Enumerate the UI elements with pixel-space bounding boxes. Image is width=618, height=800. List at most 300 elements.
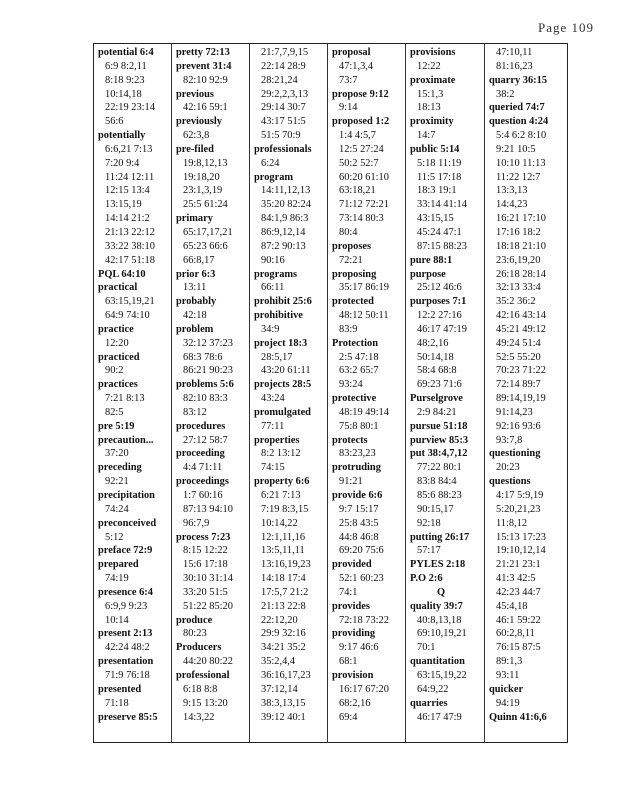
page-line-ref: 6:6,21 7:13 bbox=[105, 143, 153, 155]
index-column-3 bbox=[250, 44, 328, 742]
page-line-ref: 9:17 46:6 bbox=[339, 642, 379, 654]
page-line-ref: 18:3 19:1 bbox=[417, 185, 457, 197]
index-term: provisions bbox=[410, 47, 456, 58]
page-line-ref: 90:15,17 bbox=[417, 503, 454, 515]
index-term: proximate bbox=[410, 74, 456, 86]
page-line-ref: 25:8 43:5 bbox=[339, 517, 379, 529]
index-term: proposal bbox=[332, 47, 371, 58]
page-line-ref: 46:1 59:22 bbox=[496, 614, 541, 626]
index-term: P.O 2:6 bbox=[410, 573, 443, 585]
page-line-ref: 43:20 61:11 bbox=[261, 365, 311, 377]
page-line-ref: 5:4 6:2 8:10 bbox=[496, 130, 547, 142]
index-term: previous bbox=[176, 88, 214, 100]
page-line-ref: 6:9 8:2,11 bbox=[105, 60, 147, 72]
page-line-ref: 25:12 46:6 bbox=[417, 282, 462, 294]
page-line-ref: 21:7,7,9,15 bbox=[261, 47, 309, 58]
page-line-ref: 1:4 4:5,7 bbox=[339, 130, 376, 142]
index-term: practiced bbox=[98, 351, 140, 363]
page-line-ref: 9:7 15:17 bbox=[339, 503, 379, 515]
page-line-ref: 34:9 bbox=[261, 323, 280, 335]
page-line-ref: 45:4,18 bbox=[496, 600, 528, 612]
page-line-ref: 18:18 21:10 bbox=[496, 240, 546, 252]
page-line-ref: 60:20 61:10 bbox=[339, 171, 389, 183]
page-line-ref: 29:2,2,3,13 bbox=[261, 88, 309, 100]
page-line-ref: 28:5,17 bbox=[261, 351, 293, 363]
page-line-ref: 66:11 bbox=[261, 282, 285, 294]
page-line-ref: 26:18 28:14 bbox=[496, 268, 546, 280]
page-line-ref: 92:16 93:6 bbox=[496, 420, 541, 432]
page-line-ref: 50:14,18 bbox=[417, 351, 454, 363]
page-line-ref: 63:15,19,21 bbox=[105, 296, 155, 308]
page-line-ref: 14:4,23 bbox=[496, 199, 528, 211]
index-term: protective bbox=[332, 393, 377, 405]
page-line-ref: 41:3 42:5 bbox=[496, 573, 536, 585]
page-line-ref: 52:1 60:23 bbox=[339, 573, 384, 585]
page-line-ref: 90:2 bbox=[105, 365, 124, 377]
page-line-ref: 35:17 86:19 bbox=[339, 282, 389, 294]
page-line-ref: 75:8 80:1 bbox=[339, 420, 379, 432]
page-line-ref: 92:18 bbox=[417, 517, 441, 529]
page-line-ref: 42:16 43:14 bbox=[496, 310, 546, 322]
page-line-ref: 33:22 38:10 bbox=[105, 240, 155, 252]
index-column-6 bbox=[485, 44, 567, 742]
index-term: Producers bbox=[176, 642, 222, 654]
page-line-ref: 94:19 bbox=[496, 697, 520, 709]
page-line-ref: 93:11 bbox=[496, 669, 520, 681]
page-line-ref: 5:20,21,23 bbox=[496, 503, 541, 515]
index-term: quarries bbox=[410, 697, 448, 709]
index-term: pre 5:19 bbox=[98, 420, 135, 432]
index-term: purpose bbox=[410, 268, 446, 280]
page-line-ref: 45:21 49:12 bbox=[496, 323, 546, 335]
page-line-ref: 73:14 80:3 bbox=[339, 213, 384, 225]
page-line-ref: 48:19 49:14 bbox=[339, 406, 389, 418]
page-line-ref: 51:22 85:20 bbox=[183, 600, 233, 612]
index-term: queried 74:7 bbox=[489, 102, 545, 114]
index-term: pre-filed bbox=[176, 143, 214, 155]
page-line-ref: 57:17 bbox=[417, 545, 441, 557]
page-line-ref: 70:23 71:22 bbox=[496, 365, 546, 377]
page-line-ref: 22:19 23:14 bbox=[105, 102, 155, 114]
index-term: presented bbox=[98, 683, 142, 695]
index-term: process 7:23 bbox=[176, 531, 231, 543]
page-line-ref: 12:2 27:16 bbox=[417, 310, 462, 322]
index-term: pursue 51:18 bbox=[410, 420, 468, 432]
page-line-ref: 44:8 46:8 bbox=[339, 531, 379, 543]
page-line-ref: 89:14,19,19 bbox=[496, 393, 546, 405]
index-column-5 bbox=[406, 44, 485, 742]
page-line-ref: 37:12,14 bbox=[261, 683, 298, 695]
page-line-ref: 58:4 68:8 bbox=[417, 365, 457, 377]
index-term: professionals bbox=[254, 143, 312, 155]
index-term: prevent 31:4 bbox=[176, 60, 232, 72]
page-line-ref: 43:24 bbox=[261, 393, 285, 405]
page-line-ref: 38:2 bbox=[496, 88, 515, 100]
page-line-ref: 76:15 87:5 bbox=[496, 642, 541, 654]
index-term: proceeding bbox=[176, 448, 225, 460]
page-line-ref: 60:2,8,11 bbox=[496, 628, 535, 640]
page-line-ref: 10:14,18 bbox=[105, 88, 142, 100]
index-term: practices bbox=[98, 379, 138, 391]
page-line-ref: 69:20 75:6 bbox=[339, 545, 384, 557]
index-term: put 38:4,7,12 bbox=[410, 448, 468, 460]
page-line-ref: 42:16 59:1 bbox=[183, 102, 228, 114]
page-line-ref: 30:10 31:14 bbox=[183, 573, 233, 585]
index-term: PYLES 2:18 bbox=[410, 559, 466, 571]
index-term: programs bbox=[254, 268, 298, 280]
page-line-ref: 72:21 bbox=[339, 254, 363, 266]
index-term: pure 88:1 bbox=[410, 254, 453, 266]
page-line-ref: 10:10 11:13 bbox=[496, 157, 546, 169]
index-term: precipitation bbox=[98, 490, 155, 501]
page-line-ref: 34:21 35:2 bbox=[261, 642, 306, 654]
page-line-ref: 1:7 60:16 bbox=[183, 490, 223, 501]
page-line-ref: 23:1,3,19 bbox=[183, 185, 223, 197]
index-term: provision bbox=[332, 669, 374, 681]
page-line-ref: 29:9 32:16 bbox=[261, 628, 306, 640]
page-line-ref: 77:22 80:1 bbox=[417, 462, 462, 474]
index-term: projects 28:5 bbox=[254, 379, 312, 391]
page-line-ref: 83:9 bbox=[339, 323, 358, 335]
page-line-ref: 47:10,11 bbox=[496, 47, 533, 58]
index-term: promulgated bbox=[254, 406, 311, 418]
page-line-ref: 19:8,12,13 bbox=[183, 157, 228, 169]
index-term: Quinn 41:6,6 bbox=[489, 711, 547, 723]
page-line-ref: 46:17 47:19 bbox=[417, 323, 467, 335]
page-line-ref: 29:14 30:7 bbox=[261, 102, 306, 114]
page-line-ref: 84:1,9 86:3 bbox=[261, 213, 309, 225]
index-term: PQL 64:10 bbox=[98, 268, 146, 280]
page-line-ref: 7:21 8:13 bbox=[105, 393, 145, 405]
index-term: propose 9:12 bbox=[332, 88, 389, 100]
page-line-ref: 13:16,19,23 bbox=[261, 559, 311, 571]
page-line-ref: 16:17 67:20 bbox=[339, 683, 389, 695]
page-line-ref: 93:7,8 bbox=[496, 434, 523, 446]
index-term: preserve 85:5 bbox=[98, 711, 158, 723]
index-term: quantitation bbox=[410, 656, 465, 668]
page-line-ref: 21:13 22:8 bbox=[261, 600, 306, 612]
index-term: precaution... bbox=[98, 434, 154, 446]
page-number: Page 109 bbox=[537, 20, 594, 35]
index-column-2 bbox=[172, 44, 250, 742]
page-line-ref: 48:2,16 bbox=[417, 337, 449, 349]
page-line-ref: 62:3,8 bbox=[183, 130, 210, 142]
page-line-ref: 28:21,24 bbox=[261, 74, 298, 86]
page-line-ref: 83:12 bbox=[183, 406, 207, 418]
page-line-ref: 17:16 18:2 bbox=[496, 226, 541, 238]
page-line-ref: 64:9,22 bbox=[417, 683, 449, 695]
page-line-ref: 23:6,19,20 bbox=[496, 254, 541, 266]
page-line-ref: 73:7 bbox=[339, 74, 358, 86]
page-line-ref: 16:21 17:10 bbox=[496, 213, 546, 225]
index-term: question 4:24 bbox=[489, 116, 549, 128]
page-line-ref: 86:21 90:23 bbox=[183, 365, 233, 377]
word-index-table bbox=[93, 43, 568, 743]
page-line-ref: 35:20 82:24 bbox=[261, 199, 311, 211]
page-line-ref: 11:8,12 bbox=[496, 517, 528, 529]
page-line-ref: 6:18 8:8 bbox=[183, 683, 218, 695]
index-term: produce bbox=[176, 614, 213, 626]
page-line-ref: 32:12 37:23 bbox=[183, 337, 233, 349]
page-line-ref: 6:24 bbox=[261, 157, 280, 169]
page-line-ref: 22:12,20 bbox=[261, 614, 298, 626]
index-term: pretty 72:13 bbox=[176, 47, 230, 58]
section-letter: Q bbox=[436, 586, 446, 598]
index-term: provides bbox=[332, 600, 370, 612]
page-line-ref: 47:1,3,4 bbox=[339, 60, 374, 72]
page-line-ref: 14:18 17:4 bbox=[261, 573, 306, 585]
page-line-ref: 11:22 12:7 bbox=[496, 171, 541, 183]
page-line-ref: 20:23 bbox=[496, 462, 520, 474]
page-line-ref: 14:3,22 bbox=[183, 711, 215, 723]
index-term: probably bbox=[176, 296, 217, 308]
index-term: protects bbox=[332, 434, 368, 446]
index-term: preconceived bbox=[98, 517, 157, 529]
page-line-ref: 63:15,19,22 bbox=[417, 669, 467, 681]
index-term: program bbox=[254, 171, 294, 183]
page-line-ref: 40:8,13,18 bbox=[417, 614, 462, 626]
page-line-ref: 44:20 80:22 bbox=[183, 656, 233, 668]
page-line-ref: 82:5 bbox=[105, 406, 124, 418]
page-line-ref: 13:3,13 bbox=[496, 185, 528, 197]
index-term: practice bbox=[98, 323, 134, 335]
index-term: purposes 7:1 bbox=[410, 296, 467, 308]
page-line-ref: 69:4 bbox=[339, 711, 358, 723]
page-line-ref: 69:23 71:6 bbox=[417, 379, 462, 391]
index-term: quality 39:7 bbox=[410, 600, 463, 612]
index-term: present 2:13 bbox=[98, 628, 153, 640]
page-line-ref: 36:16,17,23 bbox=[261, 669, 311, 681]
index-term: Protection bbox=[332, 337, 378, 349]
page-line-ref: 19:18,20 bbox=[183, 171, 220, 183]
page-line-ref: 8:2 13:12 bbox=[261, 448, 301, 460]
page-line-ref: 56:6 bbox=[105, 116, 124, 128]
index-term: problem bbox=[176, 323, 214, 335]
page-line-ref: 74:1 bbox=[339, 586, 358, 598]
index-term: prohibitive bbox=[254, 310, 303, 322]
page-line-ref: 87:2 90:13 bbox=[261, 240, 306, 252]
page-line-ref: 49:24 51:4 bbox=[496, 337, 541, 349]
page-line-ref: 51:5 70:9 bbox=[261, 130, 301, 142]
page-line-ref: 6:21 7:13 bbox=[261, 490, 301, 501]
page-line-ref: 22:14 28:9 bbox=[261, 60, 306, 72]
page-line-ref: 37:20 bbox=[105, 448, 129, 460]
page-line-ref: 15:1,3 bbox=[417, 88, 444, 100]
page-line-ref: 71:9 76:18 bbox=[105, 669, 150, 681]
index-term: questioning bbox=[489, 448, 541, 460]
page-line-ref: 42:24 48:2 bbox=[105, 642, 150, 654]
page-line-ref: 71:12 72:21 bbox=[339, 199, 389, 211]
index-term: properties bbox=[254, 434, 300, 446]
page-line-ref: 74:19 bbox=[105, 573, 129, 585]
page-line-ref: 65:17,17,21 bbox=[183, 226, 233, 238]
index-term: prior 6:3 bbox=[176, 268, 216, 280]
page-line-ref: 8:18 9:23 bbox=[105, 74, 145, 86]
page-line-ref: 82:10 92:9 bbox=[183, 74, 228, 86]
index-term: procedures bbox=[176, 420, 226, 432]
page-line-ref: 32:13 33:4 bbox=[496, 282, 541, 294]
index-term: proposed 1:2 bbox=[332, 116, 390, 128]
page-line-ref: 70:1 bbox=[417, 642, 436, 654]
index-term: proceedings bbox=[176, 476, 229, 488]
page-line-ref: 5:18 11:19 bbox=[417, 157, 462, 169]
page-line-ref: 14:7 bbox=[417, 130, 436, 142]
page-line-ref: 52:5 55:20 bbox=[496, 351, 541, 363]
page-line-ref: 80:23 bbox=[183, 628, 207, 640]
index-term: prepared bbox=[98, 559, 139, 571]
index-term: protected bbox=[332, 296, 374, 308]
index-term: potentially bbox=[98, 130, 146, 142]
page-line-ref: 13:11 bbox=[183, 282, 207, 294]
page-line-ref: 90:16 bbox=[261, 254, 285, 266]
page-line-ref: 87:13 94:10 bbox=[183, 503, 233, 515]
index-term: quicker bbox=[489, 683, 524, 695]
index-term: proposes bbox=[332, 240, 372, 252]
page-line-ref: 2:9 84:21 bbox=[417, 406, 457, 418]
page-line-ref: 89:1,3 bbox=[496, 656, 523, 668]
index-term: provide 6:6 bbox=[332, 490, 383, 501]
page-line-ref: 35:2,4,4 bbox=[261, 656, 296, 668]
page-line-ref: 14:11,12,13 bbox=[261, 185, 311, 197]
page-line-ref: 91:14,23 bbox=[496, 406, 533, 418]
index-term: potential 6:4 bbox=[98, 47, 154, 58]
page-line-ref: 11:5 17:18 bbox=[417, 171, 462, 183]
page-line-ref: 66:8,17 bbox=[183, 254, 215, 266]
page-line-ref: 12:1,11,16 bbox=[261, 531, 306, 543]
page-line-ref: 42:18 bbox=[183, 310, 207, 322]
page-line-ref: 12:22 bbox=[417, 60, 441, 72]
page-line-ref: 4:17 5:9,19 bbox=[496, 490, 544, 501]
page-line-ref: 4:4 71:11 bbox=[183, 462, 223, 474]
index-term: protruding bbox=[332, 462, 381, 474]
page-line-ref: 35:2 36:2 bbox=[496, 296, 536, 308]
page-line-ref: 43:15,15 bbox=[417, 213, 454, 225]
index-term: problems 5:6 bbox=[176, 379, 234, 391]
index-term: presence 6:4 bbox=[98, 586, 153, 598]
index-term: professional bbox=[176, 669, 230, 681]
page-line-ref: 68:1 bbox=[339, 656, 358, 668]
index-term: questions bbox=[489, 476, 531, 488]
page-line-ref: 83:23,23 bbox=[339, 448, 376, 460]
page-line-ref: 92:21 bbox=[105, 476, 129, 488]
page-line-ref: 74:24 bbox=[105, 503, 129, 515]
page-line-ref: 12:5 27:24 bbox=[339, 143, 384, 155]
page-line-ref: 50:2 52:7 bbox=[339, 157, 379, 169]
index-term: preface 72:9 bbox=[98, 545, 153, 557]
page-line-ref: 12:15 13:4 bbox=[105, 185, 150, 197]
page-line-ref: 83:8 84:4 bbox=[417, 476, 457, 488]
page-line-ref: 74:15 bbox=[261, 462, 285, 474]
index-term: providing bbox=[332, 628, 376, 640]
index-term: quarry 36:15 bbox=[489, 74, 548, 86]
index-term: project 18:3 bbox=[254, 337, 308, 349]
page-line-ref: 65:23 66:6 bbox=[183, 240, 228, 252]
index-term: proposing bbox=[332, 268, 377, 280]
page-line-ref: 9:15 13:20 bbox=[183, 697, 228, 709]
index-column-4 bbox=[328, 44, 406, 742]
page-line-ref: 72:14 89:7 bbox=[496, 379, 541, 391]
page-line-ref: 77:11 bbox=[261, 420, 285, 432]
page-line-ref: 72:18 73:22 bbox=[339, 614, 389, 626]
page-line-ref: 71:18 bbox=[105, 697, 129, 709]
page-line-ref: 11:24 12:11 bbox=[105, 171, 155, 183]
page-line-ref: 63:2 65:7 bbox=[339, 365, 379, 377]
page-line-ref: 96:7,9 bbox=[183, 517, 210, 529]
page-line-ref: 21:21 23:1 bbox=[496, 559, 541, 571]
page-line-ref: 68:3 78:6 bbox=[183, 351, 223, 363]
index-term: public 5:14 bbox=[410, 143, 460, 155]
page-line-ref: 91:21 bbox=[339, 476, 363, 488]
page-line-ref: 10:14,22 bbox=[261, 517, 298, 529]
page-line-ref: 38:3,13,15 bbox=[261, 697, 306, 709]
page-line-ref: 45:24 47:1 bbox=[417, 226, 462, 238]
page-line-ref: 33:20 51:5 bbox=[183, 586, 228, 598]
page-line-ref: 17:5,7 21:2 bbox=[261, 586, 309, 598]
index-term: practical bbox=[98, 282, 138, 294]
index-term: Purselgrove bbox=[410, 393, 463, 405]
page-line-ref: 69:10,19,21 bbox=[417, 628, 467, 640]
page-line-ref: 93:24 bbox=[339, 379, 363, 391]
page-line-ref: 80:4 bbox=[339, 226, 358, 238]
page-line-ref: 7:19 8:3,15 bbox=[261, 503, 309, 515]
page-line-ref: 13:15,19 bbox=[105, 199, 142, 211]
page-line-ref: 21:13 22:12 bbox=[105, 226, 155, 238]
page-line-ref: 14:14 21:2 bbox=[105, 213, 150, 225]
page-line-ref: 25:5 61:24 bbox=[183, 199, 228, 211]
page-line-ref: 19:10,12,14 bbox=[496, 545, 546, 557]
page-line-ref: 86:9,12,14 bbox=[261, 226, 306, 238]
page-line-ref: 48:12 50:11 bbox=[339, 310, 389, 322]
page-line-ref: 2:5 47:18 bbox=[339, 351, 379, 363]
page-line-ref: 7:20 9:4 bbox=[105, 157, 140, 169]
page-line-ref: 39:12 40:1 bbox=[261, 711, 306, 723]
page-line-ref: 9:21 10:5 bbox=[496, 143, 536, 155]
page-line-ref: 43:17 51:5 bbox=[261, 116, 306, 128]
page-line-ref: 46:17 47:9 bbox=[417, 711, 462, 723]
page-line-ref: 85:6 88:23 bbox=[417, 490, 462, 501]
page-line-ref: 42:23 44:7 bbox=[496, 586, 541, 598]
page-line-ref: 63:18,21 bbox=[339, 185, 376, 197]
index-term: purview 85:3 bbox=[410, 434, 469, 446]
index-term: primary bbox=[176, 213, 213, 225]
page-line-ref: 15:6 17:18 bbox=[183, 559, 228, 571]
page-line-ref: 87:15 88:23 bbox=[417, 240, 467, 252]
index-column-1 bbox=[94, 44, 172, 742]
page-line-ref: 68:2,16 bbox=[339, 697, 371, 709]
page-line-ref: 42:17 51:18 bbox=[105, 254, 155, 266]
page-line-ref: 5:12 bbox=[105, 531, 124, 543]
page-line-ref: 15:13 17:23 bbox=[496, 531, 546, 543]
page-line-ref: 18:13 bbox=[417, 102, 441, 114]
index-term: prohibit 25:6 bbox=[254, 296, 312, 308]
page-line-ref: 12:20 bbox=[105, 337, 129, 349]
index-term: previously bbox=[176, 116, 222, 128]
page-line-ref: 9:14 bbox=[339, 102, 358, 114]
page-line-ref: 10:14 bbox=[105, 614, 129, 626]
page-line-ref: 64:9 74:10 bbox=[105, 310, 150, 322]
page-line-ref: 27:12 58:7 bbox=[183, 434, 228, 446]
page-line-ref: 6:9,9 9:23 bbox=[105, 600, 148, 612]
page-line-ref: 82:10 83:3 bbox=[183, 393, 228, 405]
index-term: presentation bbox=[98, 656, 154, 668]
index-term: provided bbox=[332, 559, 372, 571]
page-line-ref: 8:15 12:22 bbox=[183, 545, 228, 557]
index-term: property 6:6 bbox=[254, 476, 310, 488]
index-term: proximity bbox=[410, 116, 454, 128]
page-line-ref: 33:14 41:14 bbox=[417, 199, 467, 211]
page-line-ref: 13:5,11,11 bbox=[261, 545, 305, 557]
index-term: putting 26:17 bbox=[410, 531, 470, 543]
